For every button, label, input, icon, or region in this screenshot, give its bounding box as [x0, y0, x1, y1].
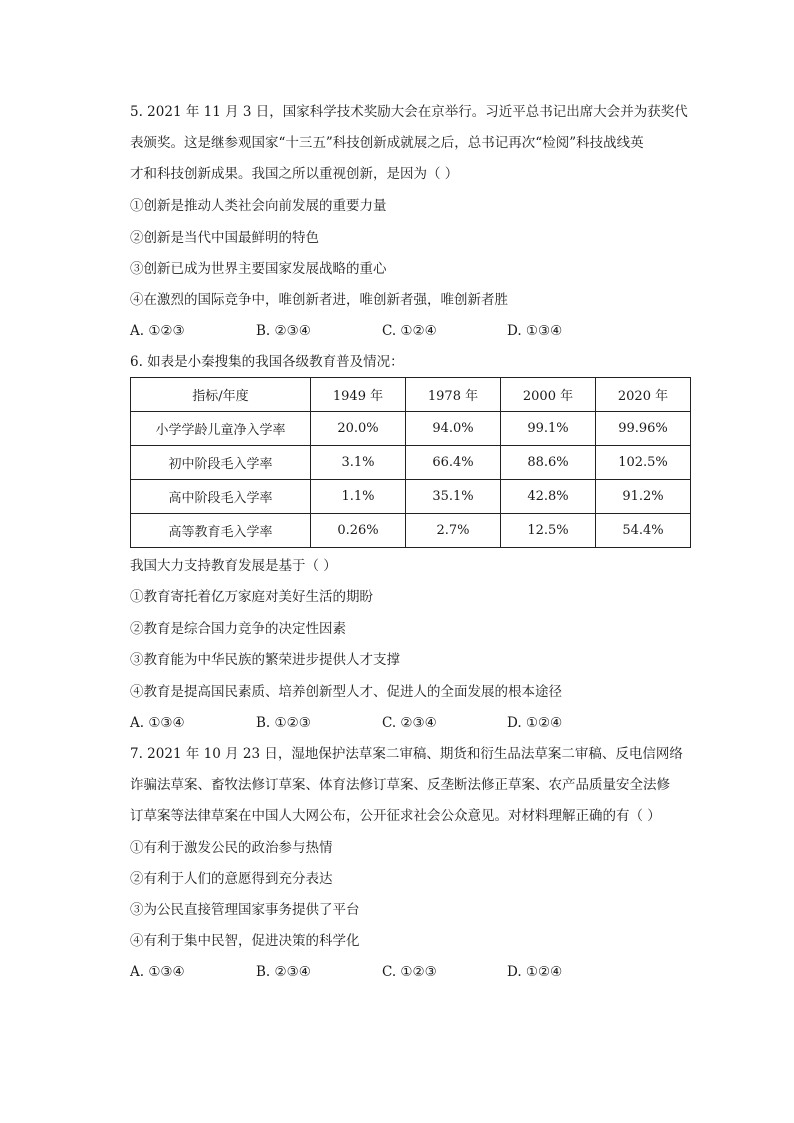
q7-stem-line-3: 订草案等法律草案在中国人大网公布，公开征求社会公众意见。对材料理解正确的有（ ） — [130, 808, 661, 824]
q7-option-a[interactable]: A. ①③④ — [130, 964, 185, 980]
q5-option-c[interactable]: C. ①②④ — [382, 323, 437, 339]
q7-stem-line-2: 诈骗法草案、畜牧法修订草案、体育法修订草案、反垄断法修正草案、农产品质量安全法修 — [130, 777, 670, 793]
q5-statement-2: ②创新是当代中国最鲜明的特色 — [130, 230, 319, 246]
q7-option-c[interactable]: C. ①②③ — [382, 964, 437, 980]
table-header-row — [131, 378, 691, 412]
q6-statement-4: ④教育是提高国民素质、培养创新型人才、促进人的全面发展的根本途径 — [130, 684, 562, 700]
q6-statement-2: ②教育是综合国力竞争的决定性因素 — [130, 621, 346, 637]
q5-stem-line-3: 才和科技创新成果。我国之所以重视创新，是因为（ ） — [130, 166, 459, 182]
q5-option-b[interactable]: B. ②③④ — [256, 323, 311, 339]
table-cell: 99.96% — [596, 412, 691, 446]
table-cell: 2.7% — [406, 514, 501, 548]
q5-stem-line-1: 5. 2021 年 11 月 3 日，国家科学技术奖励大会在京举行。习近平总书记出席大会并为获奖代 — [130, 104, 688, 120]
q6-option-d[interactable]: D. ①②④ — [507, 715, 563, 731]
table-cell: 20.0% — [311, 412, 406, 446]
table-cell: 94.0% — [406, 412, 501, 446]
table-row — [131, 446, 691, 480]
q6-statement-1: ①教育寄托着亿万家庭对美好生活的期盼 — [130, 589, 373, 605]
table-header-cell: 指标/年度 — [131, 378, 311, 412]
q5-option-a[interactable]: A. ①②③ — [130, 323, 185, 339]
table-row — [131, 480, 691, 514]
table-cell: 102.5% — [596, 446, 691, 480]
table-cell: 66.4% — [406, 446, 501, 480]
q7-statement-4: ④有利于集中民智，促进决策的科学化 — [130, 933, 360, 949]
table-header-cell: 1949 年 — [311, 378, 406, 412]
q5-stem-line-2: 表颁奖。这是继参观国家“十三五”科技创新成就展之后，总书记再次“检阅”科技战线英 — [130, 135, 644, 151]
table-header-cell: 2000 年 — [501, 378, 596, 412]
q7-option-b[interactable]: B. ②③④ — [256, 964, 311, 980]
q6-option-c[interactable]: C. ②③④ — [382, 715, 437, 731]
table-cell: 1.1% — [311, 480, 406, 514]
table-cell: 高中阶段毛入学率 — [131, 480, 311, 514]
q6-option-a[interactable]: A. ①③④ — [130, 715, 185, 731]
q7-statement-1: ①有利于激发公民的政治参与热情 — [130, 840, 333, 856]
table-cell: 3.1% — [311, 446, 406, 480]
q6-question: 我国大力支持教育发展是基于（ ） — [130, 558, 337, 574]
q7-stem-line-1: 7. 2021 年 10 月 23 日，湿地保护法草案二审稿、期货和衍生品法草案二审稿、反电信网络 — [130, 746, 683, 762]
q5-statement-1: ①创新是推动人类社会向前发展的重要力量 — [130, 198, 387, 214]
q6-statement-3: ③教育能为中华民族的繁荣进步提供人才支撑 — [130, 652, 400, 668]
table-header-cell: 1978 年 — [406, 378, 501, 412]
table-cell: 小学学龄儿童净入学率 — [131, 412, 311, 446]
q5-option-d[interactable]: D. ①③④ — [507, 323, 563, 339]
table-row — [131, 412, 691, 446]
education-table — [130, 377, 691, 548]
table-cell: 54.4% — [596, 514, 691, 548]
q6-intro: 6. 如表是小秦搜集的我国各级教育普及情况： — [130, 354, 404, 370]
q5-statement-3: ③创新已成为世界主要国家发展战略的重心 — [130, 261, 387, 277]
table-row — [131, 514, 691, 548]
table-cell: 35.1% — [406, 480, 501, 514]
table-cell: 99.1% — [501, 412, 596, 446]
table-cell: 高等教育毛入学率 — [131, 514, 311, 548]
q7-option-d[interactable]: D. ①②④ — [507, 964, 563, 980]
table-cell: 91.2% — [596, 480, 691, 514]
table-cell: 42.8% — [501, 480, 596, 514]
q5-statement-4: ④在激烈的国际竞争中，唯创新者进，唯创新者强，唯创新者胜 — [130, 292, 508, 308]
q7-statement-3: ③为公民直接管理国家事务提供了平台 — [130, 902, 360, 918]
table-cell: 12.5% — [501, 514, 596, 548]
table-cell: 0.26% — [311, 514, 406, 548]
table-cell: 88.6% — [501, 446, 596, 480]
table-header-cell: 2020 年 — [596, 378, 691, 412]
table-cell: 初中阶段毛入学率 — [131, 446, 311, 480]
q6-option-b[interactable]: B. ①②③ — [256, 715, 311, 731]
q7-statement-2: ②有利于人们的意愿得到充分表达 — [130, 871, 333, 887]
